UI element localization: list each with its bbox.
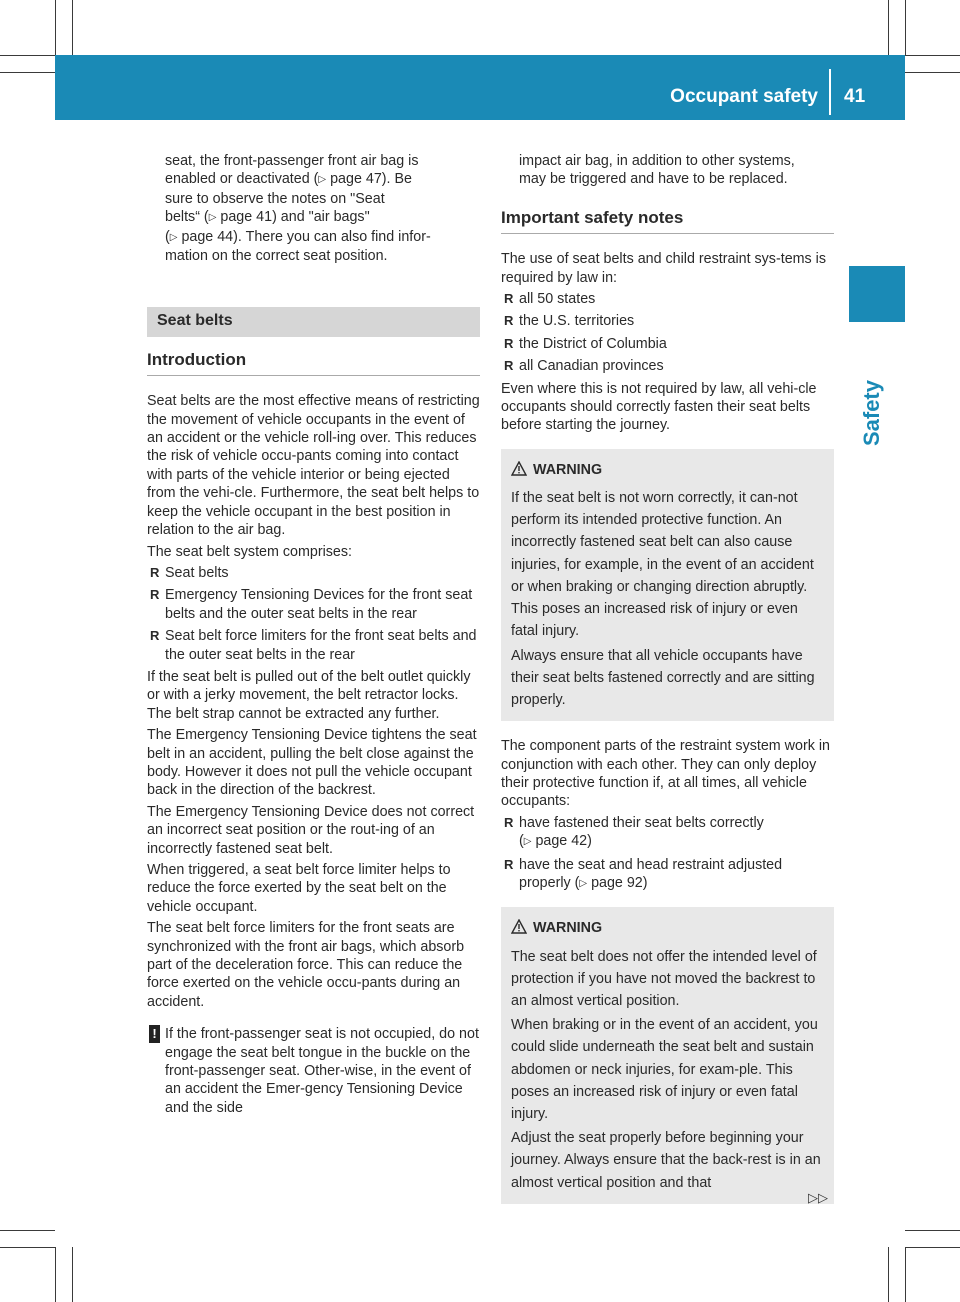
- text-line: page 44). There you can also find infor-: [181, 228, 431, 245]
- crop-mark: [72, 0, 73, 55]
- crop-mark: [905, 1230, 960, 1231]
- list-item-text: all 50 states: [519, 291, 596, 308]
- paragraph: The use of seat belts and child restraint sys-tems is required by law in:: [501, 251, 826, 286]
- warning-title: WARNING: [533, 920, 603, 937]
- list-item-text: all Canadian provinces: [519, 358, 664, 375]
- paragraph: If the seat belt is pulled out of the belt outlet quickly or with a jerky movement, the belt retractor locks. The belt strap cannot be extracted any further.: [147, 668, 471, 722]
- section-band-seat-belts: Seat belts: [147, 307, 480, 336]
- crop-mark: [0, 1247, 55, 1248]
- page-ref-arrow-icon: ▷: [169, 231, 178, 243]
- left-column: [147, 152, 480, 1117]
- page-ref-arrow-icon: ▷: [208, 212, 217, 224]
- text-line: impact air bag, in addition to other systems,: [519, 153, 795, 169]
- paragraph: Even where this is not required by law, all vehi-cle occupants should correctly fasten their seat belts before starting the journey.: [501, 380, 817, 434]
- list-item-text: have the seat and head restraint adjusted: [519, 856, 783, 873]
- warning-text: If the seat belt is not worn correctly, it can-not perform its intended protective function. An incorrectly fastened seat belt can also cause injuries, for example, in the event of an accident or when braking or changing direction abruptly. This poses an increased risk of injury or even fatal injury.: [511, 490, 814, 640]
- warning-title: WARNING: [533, 461, 603, 478]
- text-line: page 41) and "air bags": [220, 209, 370, 226]
- list-item: [147, 586, 480, 623]
- list-item: [501, 290, 834, 308]
- bullet-icon: R: [504, 358, 514, 374]
- intro-continuation: [147, 152, 480, 265]
- ref-prefix: properly (: [519, 874, 580, 891]
- bullet-icon: R: [150, 587, 160, 603]
- text-line: may be triggered and have to be replaced.: [519, 171, 788, 188]
- crop-mark: [55, 1247, 56, 1302]
- section-tab-label: Safety: [859, 380, 884, 447]
- paragraph: The Emergency Tensioning Device tightens the seat belt in an accident, pulling the belt close against the body. However it does not pull the vehicle occupant back in the direction of the backrest.: [147, 727, 477, 799]
- page-ref-arrow-icon: ▷: [523, 836, 532, 848]
- text-line: (: [165, 228, 170, 245]
- caution-note: [147, 1025, 480, 1117]
- list-item: [501, 335, 834, 353]
- page-ref-arrow-icon: ▷: [318, 174, 327, 186]
- text-line: enabled or deactivated (: [165, 171, 319, 188]
- header-divider: [829, 69, 831, 115]
- list-item: [501, 357, 834, 375]
- bullet-icon: R: [150, 564, 160, 580]
- text-line: sure to observe the notes on "Seat: [165, 190, 385, 207]
- crop-mark: [905, 0, 906, 55]
- text-line: mation on the correct seat position.: [165, 248, 388, 265]
- warning-text: Adjust the seat properly before beginning your journey. Always ensure that the back-rest is in an almost vertical position and that: [511, 1130, 821, 1191]
- list-item: [501, 312, 834, 330]
- list-item-text: have fastened their seat belts correctly: [519, 814, 764, 831]
- note-text: If the front-passenger seat is not occupied, do not engage the seat belt tongue in the buckle on the front-passenger seat. Other-wise, in the event of an accident the Emer-gency Tensioning Device and the side: [165, 1026, 479, 1116]
- warning-text: Always ensure that all vehicle occupants have their seat belts fastened correctly and are sitting properly.: [511, 647, 815, 708]
- continued-text: [501, 152, 834, 189]
- text-line: page 47). Be: [330, 171, 412, 188]
- crop-mark: [72, 1247, 73, 1302]
- crop-mark: [905, 1247, 960, 1248]
- list-item-text: the U.S. territories: [519, 313, 635, 330]
- heading-important-safety-notes: Important safety notes: [501, 209, 834, 234]
- warning-triangle-icon: [511, 919, 527, 934]
- paragraph: The seat belt system comprises:: [147, 543, 352, 560]
- list-item: [147, 627, 480, 664]
- warning-box: [501, 449, 834, 721]
- crop-mark: [0, 1230, 55, 1231]
- ref-prefix: (: [519, 833, 524, 850]
- crop-mark: [0, 72, 55, 73]
- page-ref: page 42): [535, 833, 592, 850]
- warning-box: [501, 907, 834, 1203]
- crop-mark: [0, 55, 55, 56]
- warning-text: When braking or in the event of an accident, you could slide underneath the seat belt and sustain abdomen or neck injuries, for exam-ple. This poses an increased risk of injury or even fatal injury.: [511, 1017, 818, 1122]
- crop-mark: [888, 0, 889, 55]
- list-item-text: Emergency Tensioning Devices for the front seat belts and the outer seat belts in the rear: [165, 587, 473, 622]
- crop-mark: [888, 1247, 889, 1302]
- right-column: [501, 152, 834, 1220]
- exclamation-icon: !: [149, 1025, 160, 1043]
- paragraph: The component parts of the restraint system work in conjunction with each other. They can only deploy their protective function if, at all times, all vehicle occupants:: [501, 738, 830, 810]
- bullet-icon: R: [504, 856, 514, 872]
- continue-arrows-icon: ▷▷: [808, 1190, 828, 1205]
- bullet-icon: R: [504, 313, 514, 329]
- paragraph: Seat belts are the most effective means of restricting the movement of vehicle occupants in the event of an accident or the vehicle roll-ing over. This reduces the risk of vehicle occu-pants coming into contact with parts of the vehicle interior or being ejected from the vehi-cle. Furthermore, the seat belt helps to keep the vehicle occupant in the best position in relation to the air bag.: [147, 393, 480, 539]
- crop-mark: [905, 72, 960, 73]
- page-ref: page 92): [591, 874, 648, 891]
- paragraph: When triggered, a seat belt force limiter helps to reduce the force exerted by the seat belt on the vehicle occupant.: [147, 862, 451, 915]
- list-item: [501, 856, 834, 894]
- heading-introduction: Introduction: [147, 351, 480, 376]
- list-item-text: Seat belt force limiters for the front seat belts and the outer seat belts in the rear: [165, 628, 477, 663]
- list-item: [147, 564, 480, 582]
- crop-mark: [55, 0, 56, 55]
- paragraph: The seat belt force limiters for the front seats are synchronized with the front air bags, which absorb part of the deceleration force. This can reduce the force exerted on the vehicle occu-pants during an accident.: [147, 920, 465, 1010]
- bullet-icon: R: [504, 814, 514, 830]
- list-item-text: the District of Columbia: [519, 335, 667, 352]
- paragraph: The Emergency Tensioning Device does not correct an incorrect seat position or the rout-ing of an incorrectly fastened seat belt.: [147, 803, 475, 857]
- text-line: seat, the front-passenger front air bag is: [165, 153, 419, 169]
- text-line: belts“ (: [165, 209, 209, 226]
- page-ref-arrow-icon: ▷: [579, 877, 588, 889]
- warning-header: [511, 459, 824, 481]
- bullet-icon: R: [504, 335, 514, 351]
- bullet-icon: R: [150, 628, 160, 644]
- crop-mark: [905, 55, 960, 56]
- warning-text: The seat belt does not offer the intended level of protection if you have not moved the backrest to an almost vertical position.: [511, 948, 817, 1009]
- section-tab-marker: [849, 266, 905, 322]
- warning-header: [511, 917, 824, 939]
- crop-mark: [905, 1247, 906, 1302]
- warning-triangle-icon: [511, 461, 527, 476]
- bullet-icon: R: [504, 291, 514, 307]
- page-number: 41: [844, 86, 866, 107]
- section-title: Occupant safety: [670, 86, 818, 107]
- list-item: [501, 814, 834, 852]
- list-item-text: Seat belts: [165, 564, 229, 581]
